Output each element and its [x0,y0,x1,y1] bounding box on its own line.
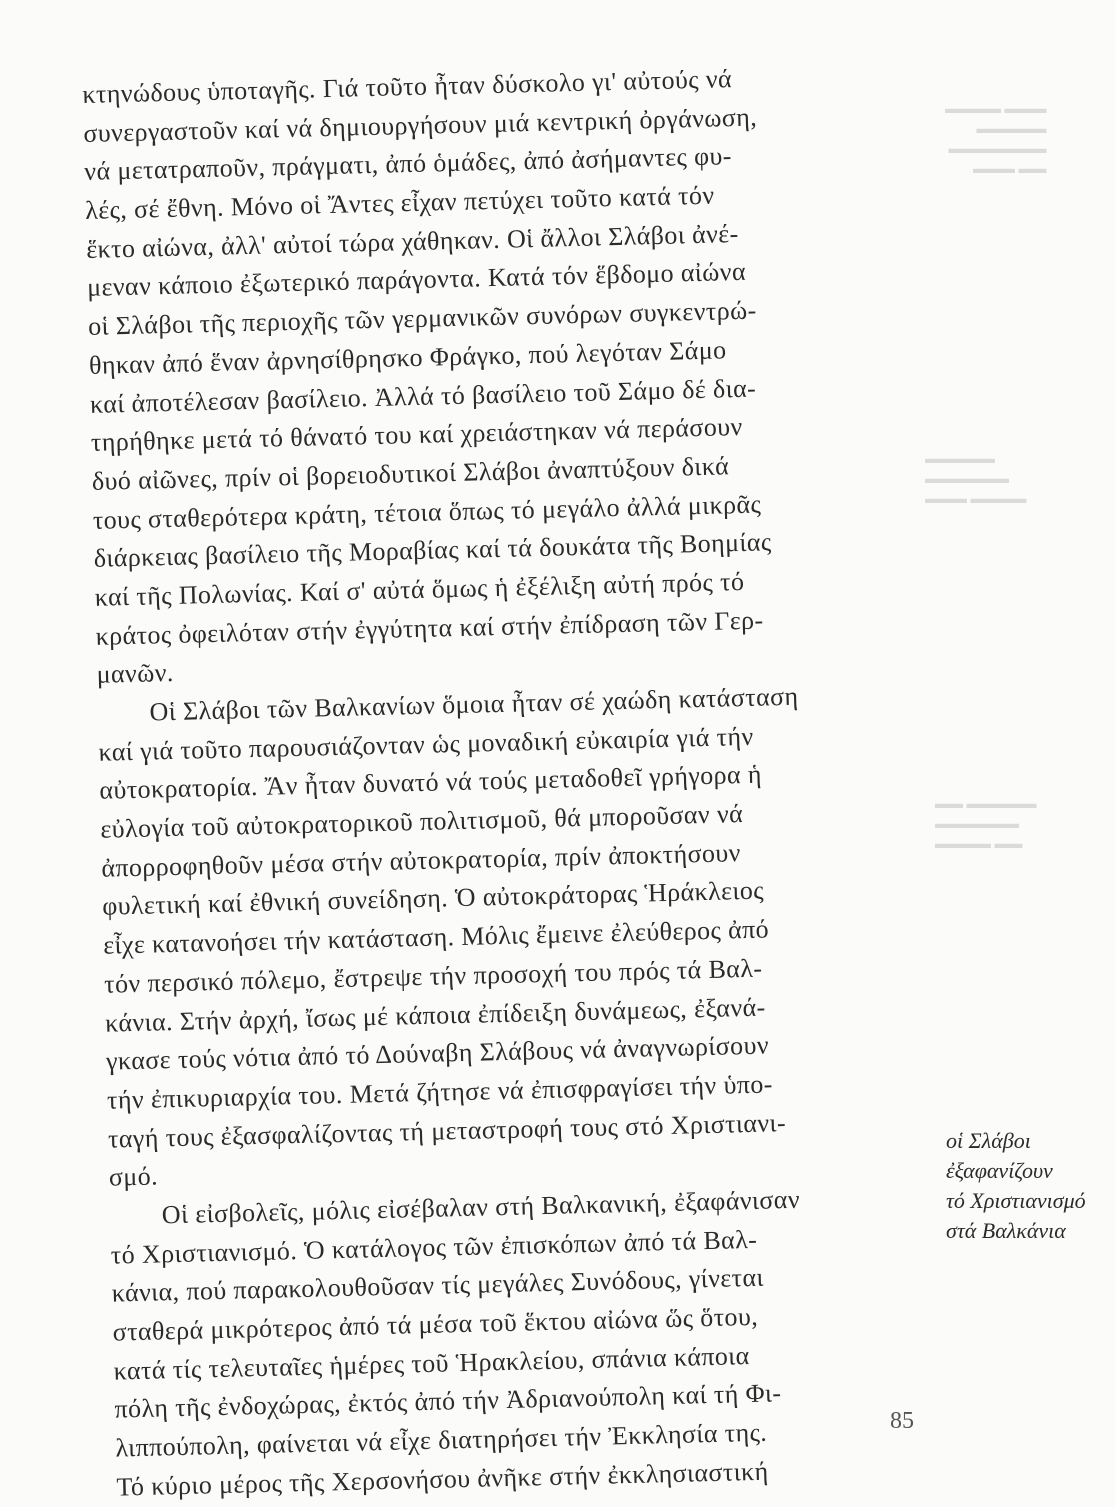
text-line: δυό αἰῶνες, πρίν οἱ βορειοδυτικοί Σλάβοι ἀναπτύξουν δικά [91,451,730,496]
text-line: τήν ἐπικυριαρχία του. Μετά ζήτησε νά ἐπισφραγίσει τήν ὑπο- [106,1069,774,1115]
text-line: σμό. [108,1161,159,1192]
text-line: νά μετατραποῦν, πράγματι, ἀπό ὁμάδες, ἀπό ἀσήμαντες φυ- [83,141,733,187]
show-through-right-upper: ▬▬▬ ▬▬▬▬ ▬▬▬▬▬ ▬▬▬▬▬▬▬ ▬▬ ▬▬▬ [945,102,1047,177]
text-line: τόν περσικό πόλεμο, ἔστρεψε τήν προσοχή του πρός τά Βαλ- [103,953,763,999]
text-line: πόλη τῆς ἐνδοχώρας, ἐκτός ἀπό τήν Ἀδριανούπολη καί τή Φι- [114,1378,782,1424]
text-line: κατά τίς τελευταῖες ἡμέρες τοῦ Ἡρακλείου, σπάνια κάποια [113,1340,750,1386]
text-line: εὐλογία τοῦ αὐτοκρατορικοῦ πολιτισμοῦ, θά μποροῦσαν νά [100,799,744,844]
text-line: λιππούπολη, φαίνεται νά εἶχε διατηρήσει τήν Ἐκκλησία της. [115,1417,768,1463]
text-line: Οἱ εἰσβολεῖς, μόλις εἰσέβαλαν στή Βαλκανική, ἐξαφάνισαν [161,1184,801,1230]
text-line: μανῶν. [96,658,175,690]
text-line: φυλετική καί ἐθνική συνείδηση. Ὁ αὐτοκράτορας Ἡράκλειος [101,876,765,922]
text-line: εἶχε κατανοήσει τήν κατάσταση. Μόλις ἔμεινε ἐλεύθερος ἀπό [102,914,770,960]
text-line: ἀπορροφηθοῦν μέσα στήν αὐτοκρατορία, πρίν ἀποκτήσουν [101,837,742,883]
text-line: συνεργαστοῦν καί νά δημιουργήσουν μιά κεντρική ὀργάνωση, [83,102,758,148]
text-line: μεναν κάποιο ἐξωτερικό παράγοντα. Κατά τόν ἕβδομο αἰώνα [86,257,747,303]
text-line: καί τῆς Πολωνίας. Καί σ' αὐτά ὅμως ἡ ἐξέλιξη αὐτή πρός τό [94,566,745,612]
text-line: κάνια, πού παρακολουθοῦσαν τίς μεγάλες Συνόδους, γίνεται [111,1263,765,1308]
text-line: θηκαν ἀπό ἕναν ἀρνησίθρησκο Φράγκο, πού λεγόταν Σάμο [88,335,727,380]
body-text [82,55,957,1507]
text-line: οἱ Σλάβοι τῆς περιοχῆς τῶν γερμανικῶν συνόρων συγκεντρώ- [87,295,757,342]
text-line: κάνια. Στήν ἀρχή, ἴσως μέ κάποια ἐπίδειξη δυνάμεως, ἐξανά- [104,992,766,1038]
page-number: 85 [890,1408,914,1434]
text-line: Τό κύριο μέρος τῆς Χερσονήσου ἀνῆκε στήν ἐκκλησιαστική [116,1456,769,1502]
text-line: ταγή τους ἐξασφαλίζοντας τή μεταστροφή τους στό Χριστιανι- [107,1107,787,1154]
text-line: καί γιά τοῦτο παρουσιάζονταν ὡς μοναδική εὐκαιρία γιά τήν [98,721,754,767]
text-line: διάρκειας βασίλειο τῆς Μοραβίας καί τά δουκάτα τῆς Βοημίας [93,527,772,574]
text-line: τους σταθερότερα κράτη, τέτοια ὅπως τό μεγάλο ἀλλά μικρᾶς [92,489,762,535]
show-through-right-lower: ▬▬ ▬▬▬▬▬ ▬▬▬▬▬▬ ▬▬▬▬ ▬▬ [935,797,1037,852]
text-line: αὐτοκρατορία. Ἄν ἦταν δυνατό νά τούς μεταδοθεῖ γρήγορα ἡ [99,759,763,806]
marginal-note-line: οἱ Σλάβοι [946,1128,1031,1153]
marginal-note-line: τό Χριστιανισμό [946,1188,1086,1213]
text-line: τηρήθηκε μετά τό θάνατό του καί χρειάστηκαν νά περάσουν [90,412,743,458]
show-through-right-mid: ▬▬▬▬▬ ▬▬▬▬▬▬ ▬▬▬ ▬▬▬▬ [925,452,1027,507]
text-line: καί ἀποτέλεσαν βασίλειο. Ἀλλά τό βασίλειο τοῦ Σάμο δέ δια- [89,373,757,419]
text-line: Οἱ Σλάβοι τῶν Βαλκανίων ὅμοια ἦταν σέ χαώδη κατάσταση [149,681,799,727]
text-line: τό Χριστιανισμό. Ὁ κατάλογος τῶν ἐπισκόπων ἀπό τά Βαλ- [110,1224,758,1270]
marginal-note-line: ἐξαφανίζουν [946,1158,1053,1183]
text-line: γκασε τούς νότια ἀπό τό Δούναβη Σλάβους νά ἀναγνωρίσουν [105,1030,770,1076]
marginal-note [946,1126,1106,1246]
text-line: κράτος ὀφειλόταν στήν ἐγγύτητα καί στήν ἐπίδραση τῶν Γερ- [95,605,764,651]
text-line: ἕκτο αἰώνα, ἀλλ' αὐτοί τώρα χάθηκαν. Οἱ ἄλλοι Σλάβοι ἀνέ- [85,218,739,264]
marginal-note-line: στά Βαλκάνια [946,1218,1066,1243]
text-line: λές, σέ ἔθνη. Μόνο οἱ Ἄντες εἶχαν πετύχει τοῦτο κατά τόν [84,180,715,226]
text-line: σταθερά μικρότερος ἀπό τά μέσα τοῦ ἕκτου αἰώνα ὥς ὅτου, [112,1301,759,1347]
text-line: κτηνώδους ὑποταγῆς. Γιά τοῦτο ἦταν δύσκολο γι' αὐτούς νά [82,64,733,109]
